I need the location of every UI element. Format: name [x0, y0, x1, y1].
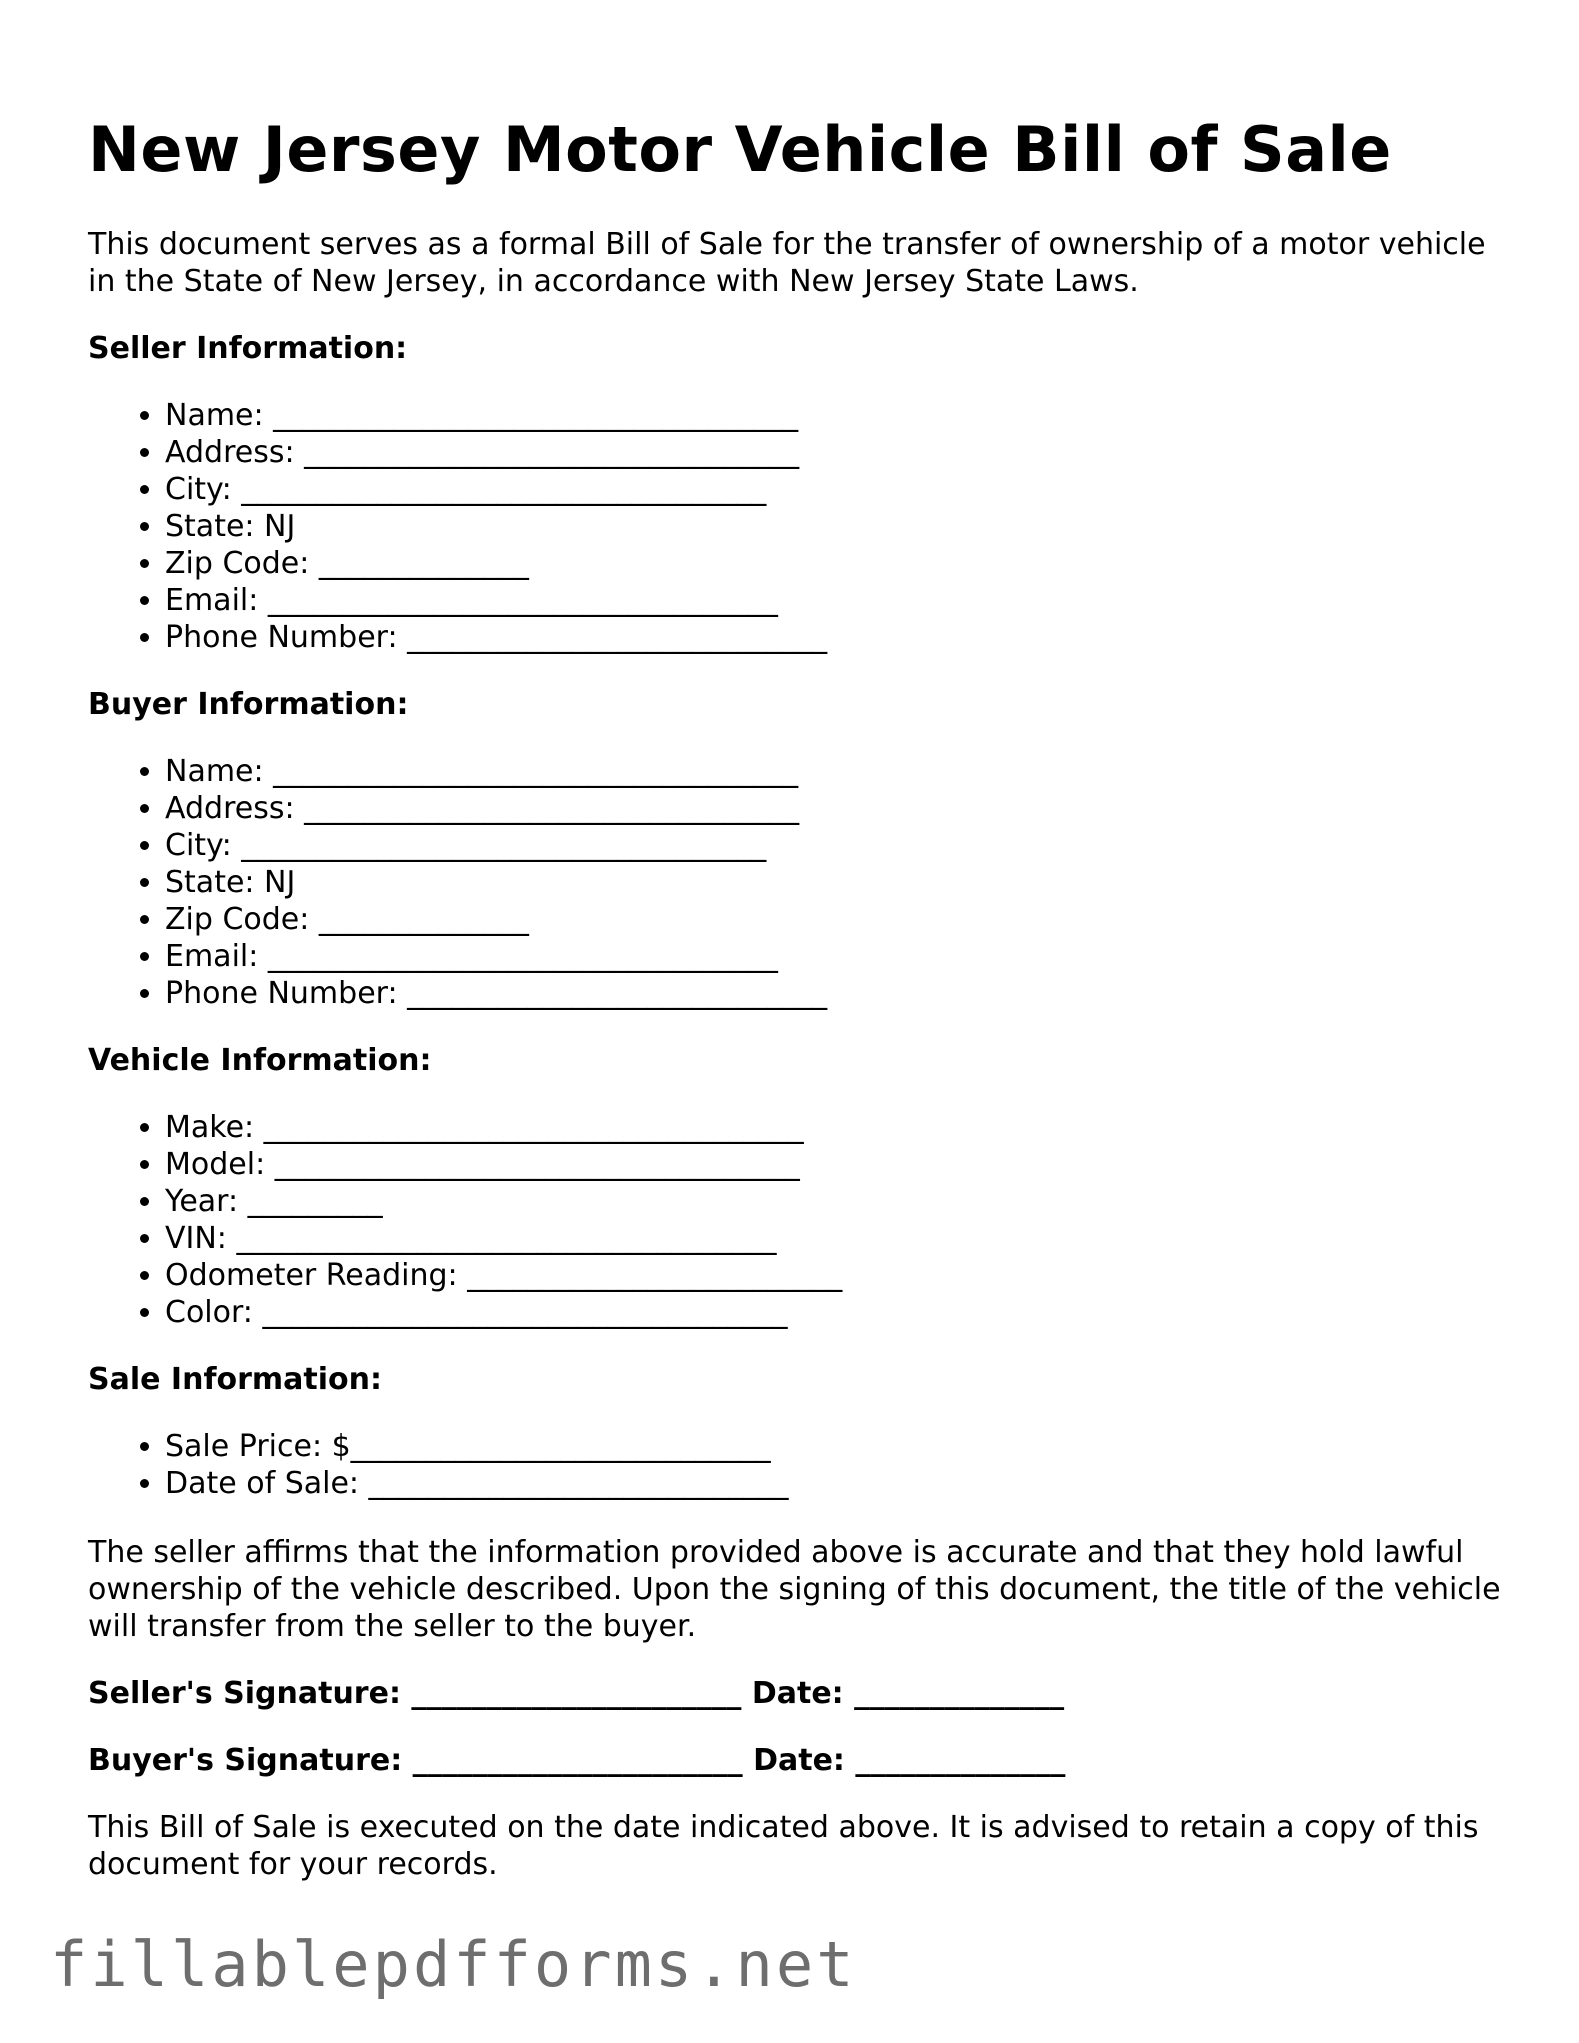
seller-phone-field: • Phone Number: ____________________________	[165, 619, 1508, 656]
buyer-email-field: • Email: __________________________________	[165, 938, 1508, 975]
buyer-zip-field: • Zip Code: ______________	[165, 901, 1508, 938]
document-title: New Jersey Motor Vehicle Bill of Sale	[88, 113, 1392, 186]
document-page	[88, 112, 1508, 1883]
intro-paragraph: This document serves as a formal Bill of Sale for the transfer of ownership of a motor vehicle in the State of New Jersey, in accordance with New Jersey State Laws.	[88, 227, 1486, 299]
buyer-fields	[88, 753, 1508, 1012]
affirmation-paragraph: The seller affirms that the information provided above is accurate and that they hold lawful ownership of the vehicle described. Upon the signing of this document, the title of the vehicle will transfer from the seller to the buyer.	[88, 1535, 1501, 1644]
seller-state-field: • State: NJ	[165, 508, 1508, 545]
vehicle-fields	[88, 1109, 1508, 1331]
sale-price-field: • Sale Price: $____________________________	[165, 1428, 1508, 1465]
seller-city-field: • City: ___________________________________	[165, 471, 1508, 508]
vehicle-year-field: • Year: _________	[165, 1183, 1508, 1220]
vehicle-make-field: • Make: ____________________________________	[165, 1109, 1508, 1146]
buyer-signature-line: Buyer's Signature: ______________________ Date: ______________	[88, 1743, 1066, 1778]
seller-signature-line: Seller's Signature: ______________________ Date: ______________	[88, 1676, 1065, 1711]
sale-date-field: • Date of Sale: ____________________________	[165, 1465, 1508, 1502]
seller-heading: Seller Information:	[88, 331, 408, 366]
sale-heading: Sale Information:	[88, 1362, 382, 1397]
closing-paragraph: This Bill of Sale is executed on the date indicated above. It is advised to retain a copy of this document for your records.	[88, 1810, 1479, 1882]
seller-name-field: • Name: ___________________________________	[165, 397, 1508, 434]
vehicle-color-field: • Color: ___________________________________	[165, 1294, 1508, 1331]
buyer-address-field: • Address: _________________________________	[165, 790, 1508, 827]
seller-fields	[88, 397, 1508, 656]
sale-fields	[88, 1428, 1508, 1502]
seller-address-field: • Address: _________________________________	[165, 434, 1508, 471]
buyer-phone-field: • Phone Number: ____________________________	[165, 975, 1508, 1012]
buyer-name-field: • Name: ___________________________________	[165, 753, 1508, 790]
buyer-state-field: • State: NJ	[165, 864, 1508, 901]
vehicle-model-field: • Model: ___________________________________	[165, 1146, 1508, 1183]
seller-zip-field: • Zip Code: ______________	[165, 545, 1508, 582]
seller-email-field: • Email: __________________________________	[165, 582, 1508, 619]
watermark: fillablepdfforms.net	[50, 1928, 857, 2001]
buyer-heading: Buyer Information:	[88, 687, 409, 722]
vehicle-vin-field: • VIN: ____________________________________	[165, 1220, 1508, 1257]
buyer-city-field: • City: ___________________________________	[165, 827, 1508, 864]
vehicle-odometer-field: • Odometer Reading: _________________________	[165, 1257, 1508, 1294]
vehicle-heading: Vehicle Information:	[88, 1043, 432, 1078]
